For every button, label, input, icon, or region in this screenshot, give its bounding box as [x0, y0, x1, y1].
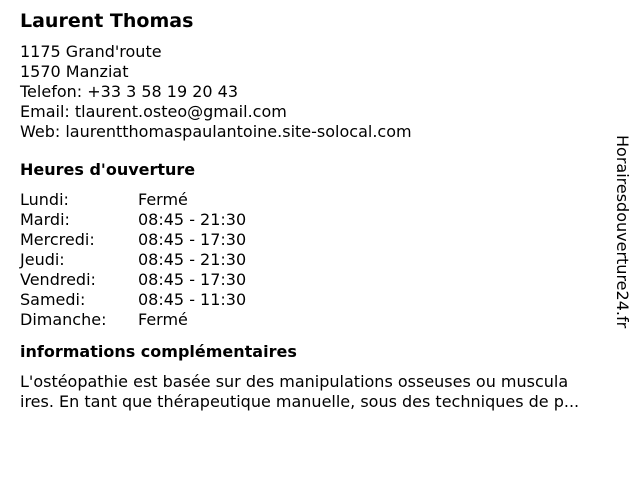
hours-time: 08:45 - 21:30 [138, 210, 247, 229]
hours-day: Lundi: [20, 190, 69, 209]
address-line-1: 1175 Grand'route [20, 42, 162, 61]
hours-time: Fermé [138, 190, 188, 209]
hours-time: 08:45 - 17:30 [138, 270, 247, 289]
hours-row-jeudi [20, 250, 610, 270]
hours-row-samedi [20, 290, 610, 310]
hours-day: Samedi: [20, 290, 86, 309]
description-line-1: L'ostéopathie est basée sur des manipulations osseuses ou muscula [20, 372, 569, 391]
hours-row-mercredi [20, 230, 610, 250]
business-card [20, 8, 610, 412]
hours-time: 08:45 - 11:30 [138, 290, 247, 309]
additional-info-heading: informations complémentaires [20, 342, 297, 361]
hours-day: Mercredi: [20, 230, 95, 249]
phone-line: Telefon: +33 3 58 19 20 43 [20, 82, 239, 101]
hours-day: Vendredi: [20, 270, 96, 289]
address-line-2: 1570 Manziat [20, 62, 129, 81]
hours-row-mardi [20, 210, 610, 230]
hours-time: Fermé [138, 310, 188, 329]
hours-day: Mardi: [20, 210, 70, 229]
business-name: Laurent Thomas [20, 10, 194, 32]
description-line-2: ires. En tant que thérapeutique manuelle, sous des techniques de p... [20, 392, 580, 411]
site-watermark: Horairesdouverture24.fr [613, 135, 632, 329]
hours-row-vendredi [20, 270, 610, 290]
hours-day: Dimanche: [20, 310, 107, 329]
web-line: Web: laurentthomaspaulantoine.site-solocal.com [20, 122, 412, 141]
opening-hours-table [20, 190, 610, 330]
opening-hours-heading: Heures d'ouverture [20, 160, 196, 179]
hours-time: 08:45 - 17:30 [138, 230, 247, 249]
email-line: Email: tlaurent.osteo@gmail.com [20, 102, 287, 121]
description-text [20, 372, 626, 412]
hours-row-dimanche [20, 310, 610, 330]
hours-time: 08:45 - 21:30 [138, 250, 247, 269]
hours-row-lundi [20, 190, 610, 210]
hours-day: Jeudi: [20, 250, 65, 269]
contact-block [20, 42, 610, 142]
